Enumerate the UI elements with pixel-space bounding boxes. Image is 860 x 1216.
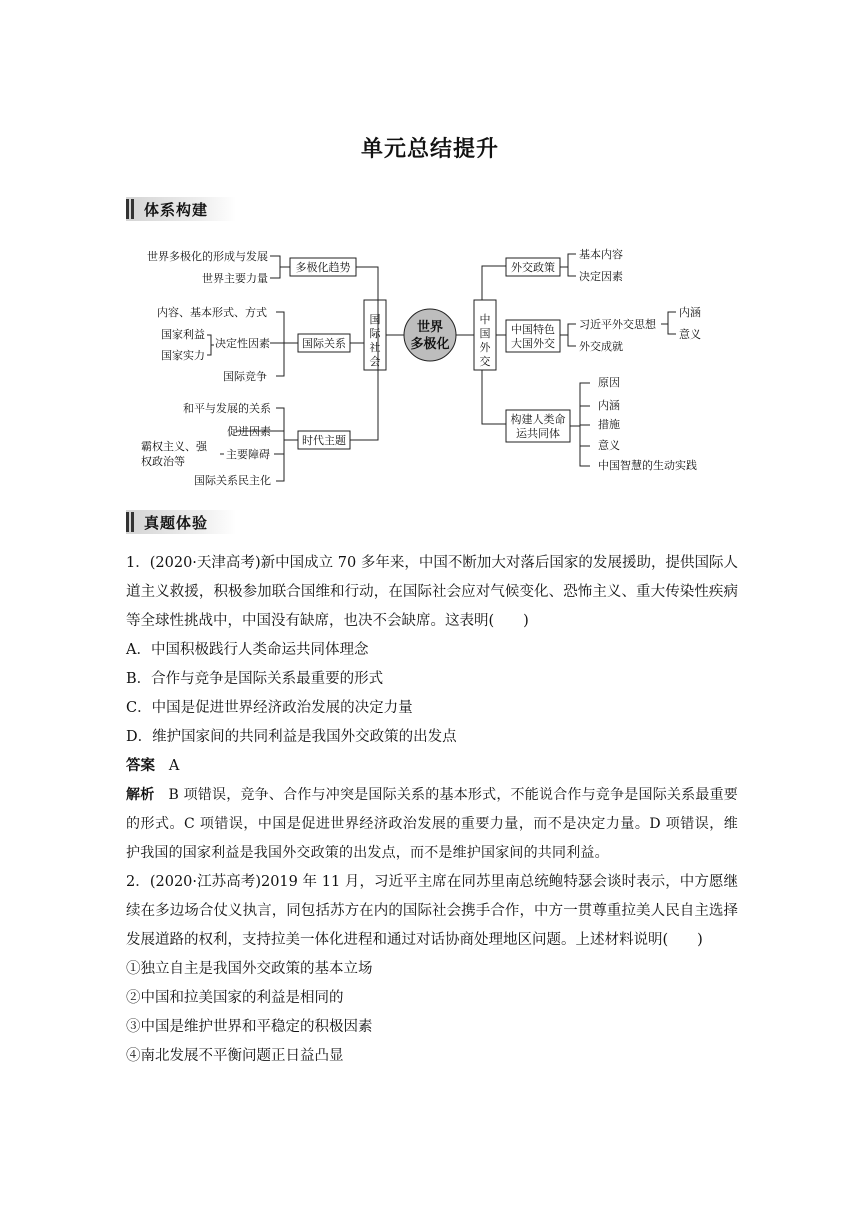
node-trend-box: 多极化趋势 <box>295 261 351 274</box>
node-relations-item-5: 国际竞争 <box>223 370 267 383</box>
q1-option-a: A．中国积极践行人类命运共同体理念 <box>126 642 369 658</box>
q1-answer <box>126 752 738 781</box>
q1-option-d: D．维护国家间的共同利益是我国外交政策的出发点 <box>126 729 457 745</box>
node-theme-item-6: 国际关系民主化 <box>194 474 271 487</box>
node-center-line-2: 多极化 <box>410 337 450 352</box>
q2-stem: 2．(2020·江苏高考)2019 年 11 月，习近平主席在同苏里南总统鲍特瑟会谈时表示，中方愿继续在多边场合仗义执言，同包括苏方在内的国际社会携手合作，中方一贯尊重拉美人民自主选择发展道路的权利，支持拉美一体化进程和通过对话协商处理地区问题。上述材料说明( ) <box>126 874 738 948</box>
section-header-label: 真题体验 <box>144 514 209 532</box>
node-relations-item-3: 国家实力 <box>161 349 205 362</box>
node-theme-item-5: 主要障碍 <box>226 448 270 461</box>
node-community-box-line-2: 运共同体 <box>516 427 560 440</box>
node-theme-item-4: 权政治等 <box>141 455 185 468</box>
section-header-label: 体系构建 <box>144 201 209 219</box>
node-community-item-5: 中国智慧的生动实践 <box>598 459 697 472</box>
node-relations-item-4: 决定性因素 <box>215 337 270 350</box>
node-major-item-1: 习近平外交思想 <box>579 318 656 331</box>
node-community-item-3: 措施 <box>598 418 620 431</box>
answer-label: 答案 <box>126 758 155 774</box>
concept-map <box>128 238 728 490</box>
section-header-exam <box>126 510 236 534</box>
node-relations-item-2: 国家利益 <box>161 328 205 341</box>
q2-option-4: ④南北发展不平衡问题正日益凸显 <box>126 1048 344 1064</box>
node-major-box-line-1: 中国特色 <box>511 323 555 336</box>
node-trend-item-2: 世界主要力量 <box>202 272 268 285</box>
q2-option-3: ③中国是维护世界和平稳定的积极因素 <box>126 1019 373 1035</box>
node-community-item-2: 内涵 <box>598 399 620 412</box>
page-title: 单元总结提升 <box>360 137 499 162</box>
node-policy-item-1: 基本内容 <box>579 248 623 261</box>
q2-option-1: ①独立自主是我国外交政策的基本立场 <box>126 961 373 977</box>
node-theme-item-1: 和平与发展的关系 <box>183 402 271 415</box>
node-major-sub-2: 意义 <box>679 328 701 341</box>
node-policy-item-2: 决定因素 <box>579 270 623 283</box>
q1-option-b: B．合作与竞争是国际关系最重要的形式 <box>126 671 384 687</box>
node-china-diplomacy: 中国外交 <box>479 313 491 368</box>
q1-analysis <box>126 781 738 868</box>
analysis-label: 解析 <box>126 787 155 803</box>
analysis-text: B 项错误，竞争、合作与冲突是国际关系的基本形式，不能说合作与竞争是国际关系最重要的形式。C 项错误，中国是促进世界经济政治发展的重要力量，而不是决定力量。D 项错误，维护我国的国家利益是我国外交政策的出发点，而不是维护国家间的共同利益。 <box>126 787 738 861</box>
node-society: 国际社会 <box>369 313 381 368</box>
node-theme-box: 时代主题 <box>302 434 346 447</box>
node-policy-box: 外交政策 <box>511 261 555 274</box>
node-community-item-4: 意义 <box>598 439 620 452</box>
node-relations-box: 国际关系 <box>302 337 346 350</box>
node-major-box-line-2: 大国外交 <box>511 337 555 350</box>
node-trend-item-1: 世界多极化的形成与发展 <box>147 250 268 263</box>
node-major-item-2: 外交成就 <box>579 340 623 353</box>
node-community-box-line-1: 构建人类命 <box>510 413 566 426</box>
question-block <box>126 549 738 1071</box>
q1-option-c: C．中国是促进世界经济政治发展的决定力量 <box>126 700 413 716</box>
answer-value: A <box>168 758 180 774</box>
q2-option-2: ②中国和拉美国家的利益是相同的 <box>126 990 344 1006</box>
node-major-sub-1: 内涵 <box>679 306 701 319</box>
node-center-line-1: 世界 <box>416 320 444 335</box>
node-theme-item-3: 霸权主义、强 <box>141 440 207 453</box>
node-community-item-1: 原因 <box>598 376 620 389</box>
q1-stem: 1．(2020·天津高考)新中国成立 70 多年来，中国不断加大对落后国家的发展援助，提供国际人道主义救援，积极参加联合国维和行动，在国际社会应对气候变化、恐怖主义、重大传染性疾病等全球性挑战中，中国没有缺席，也决不会缺席。这表明( ) <box>126 555 738 629</box>
section-header-system <box>126 197 236 221</box>
node-relations-item-1: 内容、基本形式、方式 <box>157 306 267 319</box>
node-theme-item-2: 促进因素 <box>227 425 271 438</box>
